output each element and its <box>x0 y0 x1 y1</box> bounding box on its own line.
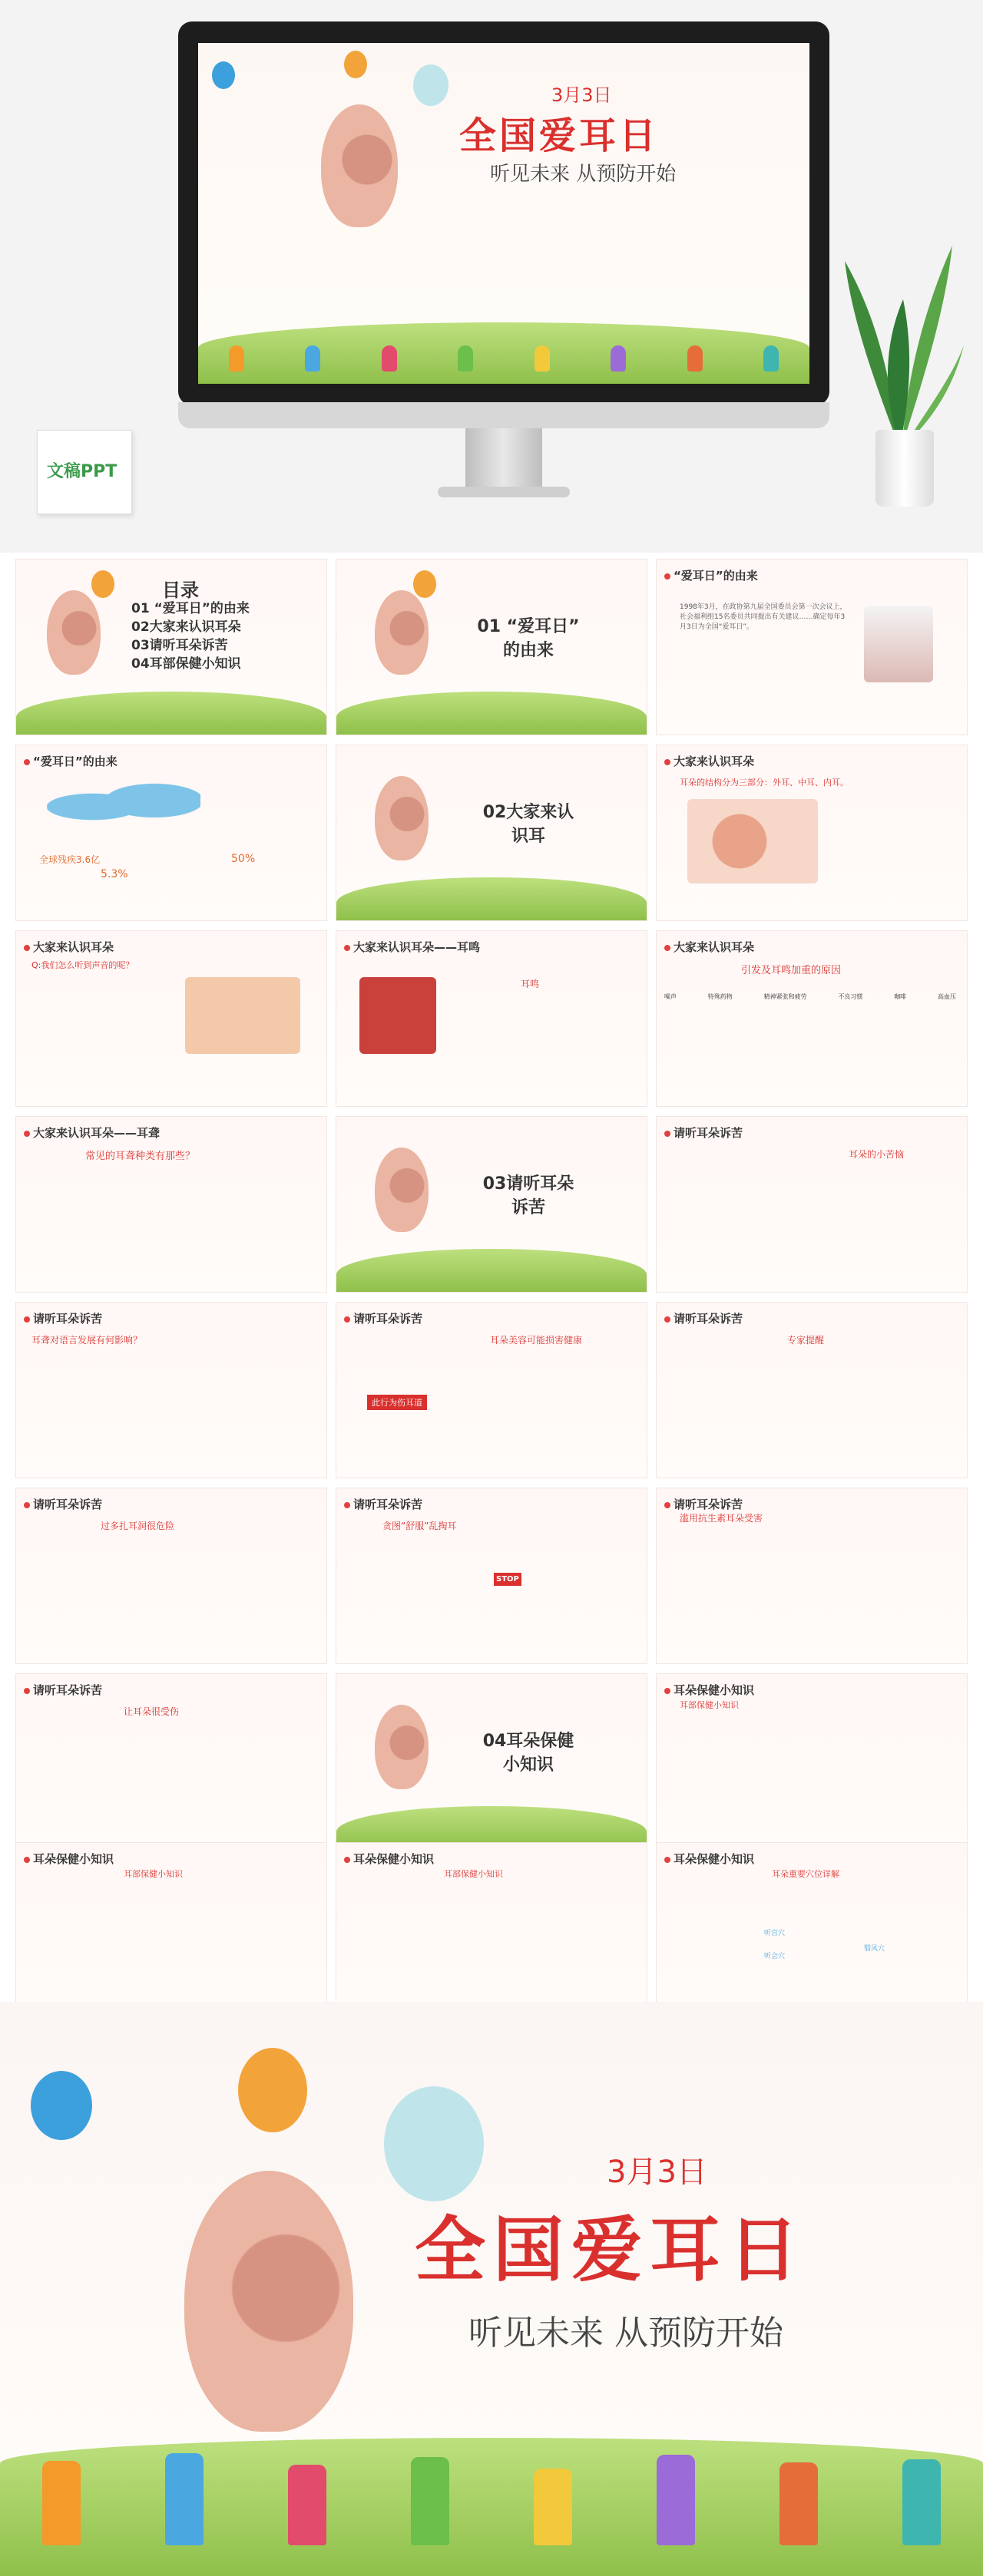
final-slide <box>0 2002 983 2576</box>
toc-item: 02大家来认识耳朵 <box>131 619 241 635</box>
slide-tinnitus-causes <box>656 930 968 1107</box>
final-subtitle: 听见未来 从预防开始 <box>468 2313 783 2353</box>
slide-subtitle: 常见的耳聋种类有那些？ <box>85 1151 196 1162</box>
slide-care-1 <box>656 1673 968 1850</box>
slide-header: 请听耳朵诉苦 <box>24 1682 102 1698</box>
desk-calendar <box>37 430 132 514</box>
section-title: 04耳朵保健 小知识 <box>482 1732 574 1775</box>
slide-header: “爱耳日”的由来 <box>664 567 758 583</box>
hero-mockup <box>0 0 983 553</box>
slide-care-3 <box>336 1842 647 2019</box>
slide-section-1 <box>336 559 647 735</box>
person-image <box>359 977 436 1054</box>
slide-header: 请听耳朵诉苦 <box>664 1310 743 1326</box>
slide-deafness <box>15 1116 327 1293</box>
slide-header: 耳朵保健小知识 <box>344 1851 434 1867</box>
ear-diagram <box>687 799 818 883</box>
slide-header: 耳朵保健小知识 <box>24 1851 114 1867</box>
slide-language <box>15 1302 327 1478</box>
cause-label: 特殊药物 <box>707 993 733 1000</box>
stat-1: 全球残疾3.6亿 <box>39 854 101 865</box>
slide-header: 请听耳朵诉苦 <box>24 1310 102 1326</box>
poster-image <box>864 606 933 682</box>
slide-subtitle: 让耳朵很受伤 <box>124 1706 180 1717</box>
cover-subtitle: 听见未来 从预防开始 <box>490 163 677 186</box>
toc-item: 01 “爱耳日”的由来 <box>131 601 250 616</box>
slide-subtitle: 耳聋对语言发展有何影响？ <box>31 1335 143 1346</box>
slide-header: “爱耳日”的由来 <box>24 753 117 769</box>
acupoint-label: 翳风穴 <box>864 1945 885 1953</box>
slide-header: 大家来认识耳朵 <box>664 753 754 769</box>
final-title: 全国爱耳日 <box>415 2209 807 2291</box>
slide-header: 大家来认识耳朵 <box>24 939 114 955</box>
toc-title: 目录 <box>162 580 199 601</box>
slide-ear-picking <box>336 1488 647 1664</box>
slide-subtitle: 贪图“舒服”乱掏耳 <box>382 1521 457 1531</box>
slide-header: 请听耳朵诉苦 <box>24 1496 102 1512</box>
cause-label: 咖啡 <box>894 993 907 1000</box>
slide-subtitle: 耳部保健小知识 <box>680 1700 739 1710</box>
acupoint-label: 听会穴 <box>764 1953 786 1960</box>
cover-slide <box>198 43 809 384</box>
acupoint-label: 听宫穴 <box>764 1930 786 1937</box>
slide-header: 大家来认识耳朵 <box>664 939 754 955</box>
toc-item: 03请听耳朵诉苦 <box>131 638 228 653</box>
slide-subtitle: 耳部保健小知识 <box>124 1869 183 1879</box>
stat-2: 5.3% <box>101 868 128 880</box>
monitor-chin <box>178 402 829 428</box>
slide-ear-beauty <box>336 1302 647 1478</box>
slide-hurt-ears <box>15 1673 327 1850</box>
slide-subtitle: 滥用抗生素耳朵受害 <box>680 1513 763 1524</box>
stop-sign: STOP <box>494 1573 521 1586</box>
slide-header: 大家来认识耳朵——耳聋 <box>24 1125 160 1141</box>
slide-header: 大家来认识耳朵——耳鸣 <box>344 939 480 955</box>
warning-badge: 此行为伤耳道 <box>367 1395 427 1410</box>
ear-anatomy <box>185 977 300 1054</box>
cover-title: 全国爱耳日 <box>459 114 660 157</box>
slide-expert <box>656 1302 968 1478</box>
slide-tinnitus <box>336 930 647 1107</box>
slide-subtitle: 引发及耳鸣加重的原因 <box>741 965 842 976</box>
slide-care-2 <box>15 1842 327 2019</box>
cause-label: 高血压 <box>937 993 956 1000</box>
section-title: 03请听耳朵 诉苦 <box>482 1174 574 1217</box>
slide-header: 请听耳朵诉苦 <box>664 1496 743 1512</box>
world-map <box>47 776 200 837</box>
slide-section-3 <box>336 1116 647 1293</box>
slide-subtitle: 耳朵的结构分为三部分：外耳、中耳、内耳。 <box>680 778 849 788</box>
slide-header: 请听耳朵诉苦 <box>344 1310 422 1326</box>
cause-label: 不良习惯 <box>838 993 863 1000</box>
slide-acupoints <box>656 1842 968 2019</box>
slide-subtitle: 耳朵重要穴位详解 <box>772 1869 839 1879</box>
slide-antibiotics <box>656 1488 968 1664</box>
slide-subtitle: 过多扎耳洞很危险 <box>101 1521 175 1531</box>
slide-section-2 <box>336 745 647 921</box>
brand-logo: 文稿PPT <box>47 462 117 481</box>
slide-ear-structure <box>656 745 968 921</box>
final-date: 3月3日 <box>607 2155 707 2190</box>
section-title: 02大家来认 识耳 <box>482 803 574 846</box>
cause-label: 精神紧张和疲劳 <box>763 993 807 1000</box>
cause-label: 噪声 <box>664 993 677 1000</box>
slide-header: 请听耳朵诉苦 <box>344 1496 422 1512</box>
section-title: 01 “爱耳日” 的由来 <box>477 617 580 660</box>
monitor-base <box>438 487 570 497</box>
slide-piercing <box>15 1488 327 1664</box>
plant-pot <box>875 430 934 507</box>
slide-section-4 <box>336 1673 647 1850</box>
slide-header: 请听耳朵诉苦 <box>664 1125 743 1141</box>
slide-label: 耳鸣 <box>521 979 540 989</box>
slide-question: Q:我们怎么听到声音的呢？ <box>31 960 134 970</box>
slide-origin <box>656 559 968 735</box>
stat-3: 50% <box>231 853 256 865</box>
toc-item: 04耳部保健小知识 <box>131 656 241 672</box>
monitor-frame <box>178 21 829 405</box>
cover-date: 3月3日 <box>551 84 612 106</box>
slide-hearing <box>15 930 327 1107</box>
monitor-stand <box>465 428 542 490</box>
slide-subtitle: 耳部保健小知识 <box>444 1869 503 1879</box>
slide-subtitle: 耳朵美容可能损害健康 <box>490 1335 583 1346</box>
slide-toc <box>15 559 327 735</box>
slide-subtitle: 专家提醒 <box>787 1335 825 1346</box>
slide-origin-stats <box>15 745 327 921</box>
slide-ear-troubles <box>656 1116 968 1293</box>
slide-header: 耳朵保健小知识 <box>664 1851 754 1867</box>
origin-text: 1998年3月，在政协第九届全国委员会第一次会议上，社会福利组15名委员共同提出有关建议……确定每年3月3日为全国“爱耳日”。 <box>680 603 847 631</box>
slide-header: 耳朵保健小知识 <box>664 1682 754 1698</box>
slide-subtitle: 耳朵的小苦恼 <box>849 1149 905 1160</box>
